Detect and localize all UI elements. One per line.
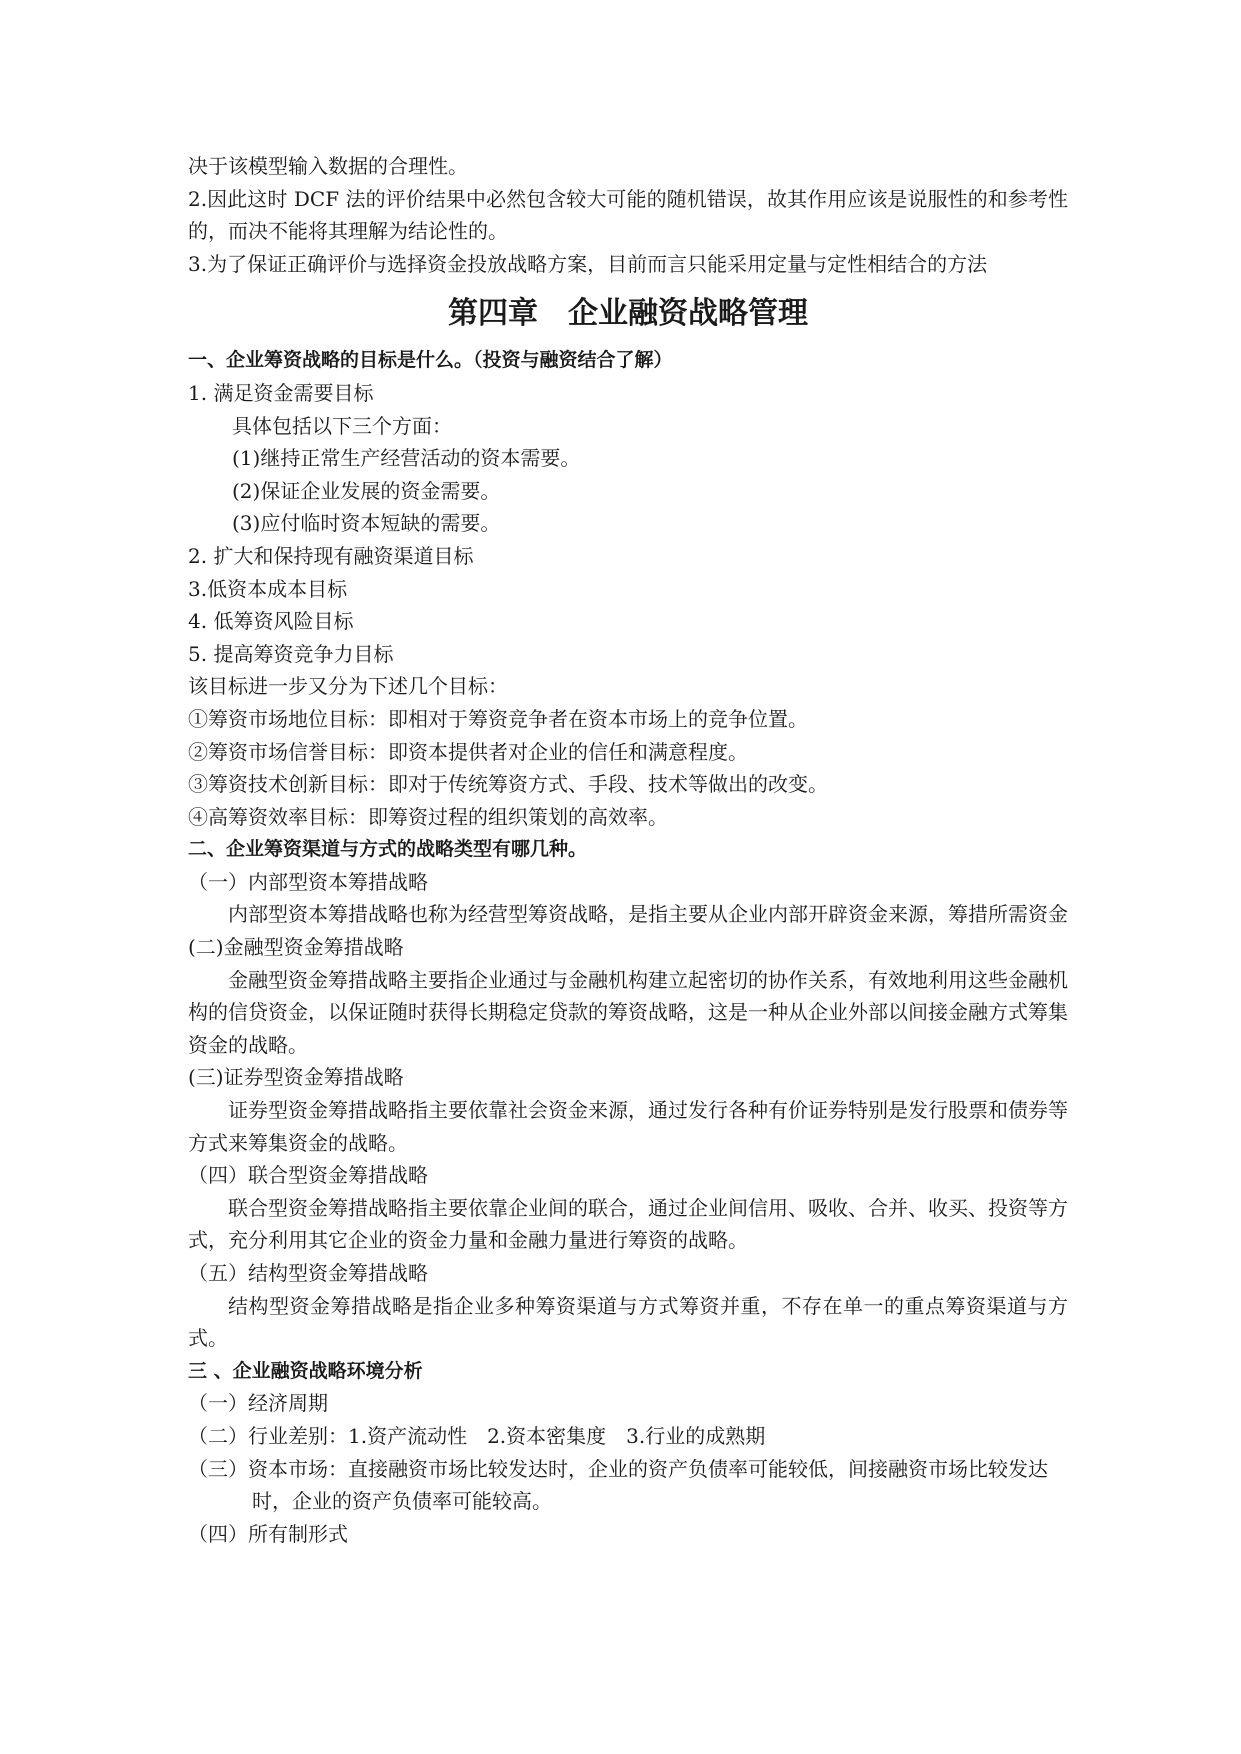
list-intro: 该目标进一步又分为下述几个目标： xyxy=(188,674,508,699)
list-item: 1. 满足资金需要目标 xyxy=(188,380,374,405)
strategy-type-title: (三)证券型资金筹措战略 xyxy=(188,1065,404,1090)
strategy-type-description: 金融型资金筹措战略主要指企业通过与金融机构建立起密切的协作关系，有效地利用这些金融机构的信贷资金，以保证随时获得长期稳定贷款的筹资战略，这是一种从企业外部以间接金融方式筹集资金的战略。 xyxy=(188,967,1068,1057)
strategy-type-description: 结构型资金筹措战略是指企业多种筹资渠道与方式筹资并重，不存在单一的重点筹资渠道与方式。 xyxy=(188,1293,1068,1351)
list-item: 3.低资本成本目标 xyxy=(188,576,348,601)
strategy-type-description: 内部型资本筹措战略也称为经营型筹资战略，是指主要从企业内部开辟资金来源，筹措所需资金 xyxy=(228,902,1068,927)
list-item: 2. 扩大和保持现有融资渠道目标 xyxy=(188,543,474,568)
chapter-title: 第四章 企业融资战略管理 xyxy=(448,296,808,332)
document-page xyxy=(188,150,1068,1550)
continued-text-line: 3.为了保证正确评价与选择资金投放战略方案，目前而言只能采用定量与定性相结合的方法 xyxy=(188,251,988,276)
strategy-type-description: 证券型资金筹措战略指主要依靠社会资金来源，通过发行各种有价证券特别是发行股票和债券等方式来筹集资金的战略。 xyxy=(188,1098,1068,1155)
sub-list-item: (2)保证企业发展的资金需要。 xyxy=(232,478,501,503)
sub-list-item: (3)应付临时资本短缺的需要。 xyxy=(232,511,501,536)
list-item: 5. 提高筹资竞争力目标 xyxy=(188,641,394,666)
sub-list-item: ④高筹资效率目标：即筹资过程的组织策划的高效率。 xyxy=(188,804,668,829)
list-intro: 具体包括以下三个方面： xyxy=(232,413,452,438)
section-heading: 二、企业筹资渠道与方式的战略类型有哪几种。 xyxy=(188,838,588,861)
list-item: 4. 低筹资风险目标 xyxy=(188,609,354,634)
environment-item: （一）经济周期 xyxy=(188,1391,328,1416)
sub-list-item: ①筹资市场地位目标：即相对于筹资竞争者在资本市场上的竞争位置。 xyxy=(188,706,808,731)
strategy-type-title: （四）联合型资金筹措战略 xyxy=(188,1163,428,1188)
continued-text-line: 决于该模型输入数据的合理性。 xyxy=(188,154,468,178)
sub-list-item: ③筹资技术创新目标：即对于传统筹资方式、手段、技术等做出的改变。 xyxy=(188,772,828,797)
strategy-type-description: 联合型资金筹措战略指主要依靠企业间的联合，通过企业间信用、吸收、合并、收买、投资等方式，充分利用其它企业的资金力量和金融力量进行筹资的战略。 xyxy=(188,1195,1068,1253)
section-heading: 一、企业筹资战略的目标是什么。（投资与融资结合了解） xyxy=(188,349,673,372)
sub-list-item: (1)继持正常生产经营活动的资本需要。 xyxy=(232,446,581,471)
section-heading: 三 、企业融资战略环境分析 xyxy=(188,1359,423,1382)
environment-item: （二）行业差别：1.资产流动性 2.资本密集度 3.行业的成熟期 xyxy=(188,1423,766,1448)
continued-text-paragraph: 2.因此这时 DCF 法的评价结果中必然包含较大可能的随机错误，故其作用应该是说服性的和参考性的，而决不能将其理解为结论性的。 xyxy=(188,186,1068,244)
strategy-type-title: （一）内部型资本筹措战略 xyxy=(188,869,428,894)
sub-list-item: ②筹资市场信誉目标：即资本提供者对企业的信任和满意程度。 xyxy=(188,739,748,764)
environment-item: （四）所有制形式 xyxy=(188,1521,348,1546)
environment-item: （三）资本市场：直接融资市场比较发达时，企业的资产负债率可能较低，间接融资市场比较发达时，企业的资产负债率可能较高。 xyxy=(188,1456,1048,1514)
strategy-type-title: （五）结构型资金筹措战略 xyxy=(188,1261,428,1285)
strategy-type-title: (二)金融型资金筹措战略 xyxy=(188,935,404,960)
